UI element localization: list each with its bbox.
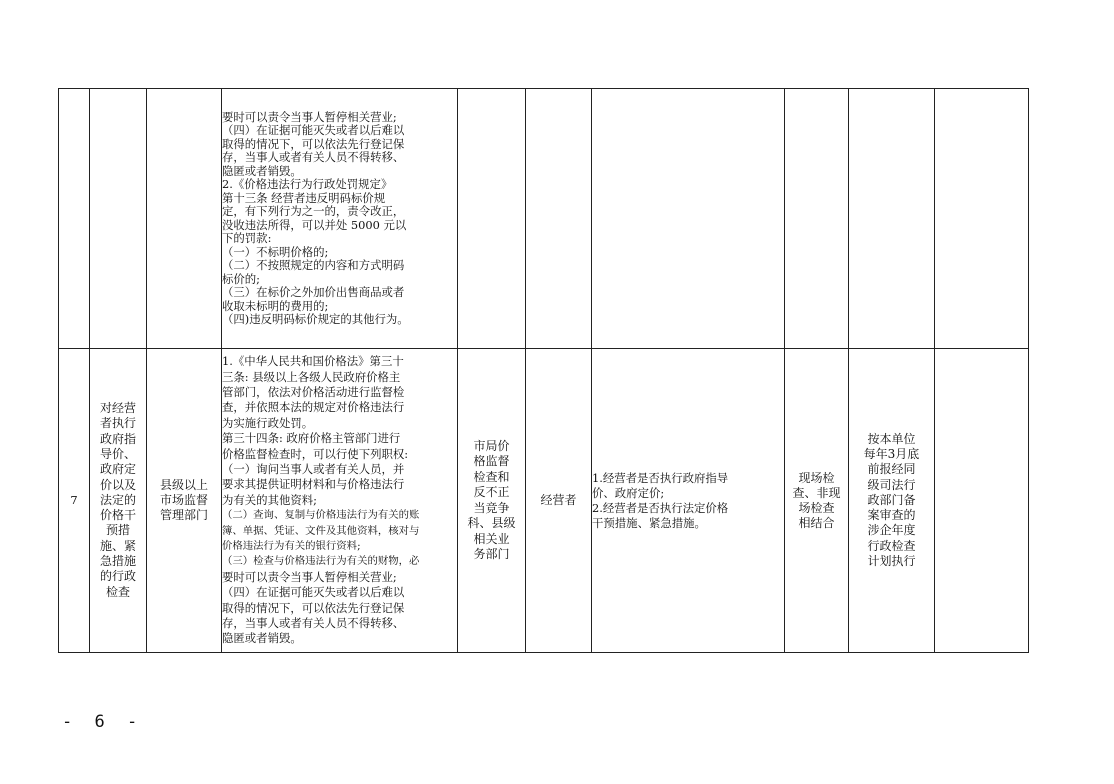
basis-line: 存，当事人或者有关人员不得转移、 bbox=[222, 150, 405, 164]
basis-line: 定，有下列行为之一的，责令改正， bbox=[222, 204, 405, 218]
basis-line: （三）检查与价格违法行为有关的财物，必 bbox=[222, 555, 420, 568]
basis-line: （四）在证据可能灭失或者以后难以 bbox=[222, 585, 405, 600]
method-cell bbox=[785, 89, 849, 349]
basis-line: （一）询问当事人或者有关人员，并 bbox=[222, 461, 405, 476]
basis-line: 要时可以责令当事人暂停相关营业; bbox=[222, 109, 397, 124]
item-cell: 对经营 者执行 政府指 导价、 政府定 价以及 法定的 价格干 预措 施、紧 急措施 的行政 检查 bbox=[90, 349, 147, 653]
basis-line: 为实施行政处罚。 bbox=[222, 415, 314, 430]
page-number: - 6 - bbox=[62, 712, 144, 732]
number-cell: 7 bbox=[59, 349, 90, 653]
object-cell bbox=[526, 89, 592, 349]
basis-line: 第十三条 经营者违反明码标价规 bbox=[222, 190, 386, 205]
subject-cell bbox=[147, 89, 222, 349]
basis-line: 查，并依照本法的规定对价格违法行 bbox=[222, 400, 405, 415]
check-items-cell bbox=[592, 89, 785, 349]
basis-line: 2.《价格违法行为行政处罚规定》 bbox=[222, 177, 393, 191]
remark-cell bbox=[935, 89, 1029, 349]
basis-line: 为有关的其他资料; bbox=[222, 492, 317, 507]
basis-line: 没收违法所得，可以并处 5000 元以 bbox=[222, 217, 407, 232]
coop-dept-cell: 市局价 格监督 检查和 反不正 当竞争 科、县级 相关业 务部门 bbox=[458, 349, 526, 653]
basis-line: （四）在证据可能灭失或者以后难以 bbox=[222, 123, 405, 137]
basis-line: 隐匿或者销毁。 bbox=[222, 631, 302, 646]
basis-line: （四)违反明码标价规定的其他行为。 bbox=[222, 312, 409, 326]
basis-line: 下的罚款: bbox=[222, 231, 272, 245]
table-row-7 bbox=[59, 349, 1029, 653]
basis-line: 价格违法行为有关的银行资料; bbox=[222, 540, 361, 553]
basis-line: 存，当事人或者有关人员不得转移、 bbox=[222, 616, 405, 631]
basis-line: 管部门，依法对价格活动进行监督检 bbox=[222, 384, 405, 399]
number-cell bbox=[59, 89, 90, 349]
basis-line: 第三十四条: 政府价格主管部门进行 bbox=[222, 431, 401, 446]
basis-line: 要求其提供证明材料和与价格违法行 bbox=[222, 477, 405, 492]
basis-line: 要时可以责令当事人暂停相关营业; bbox=[222, 569, 397, 584]
basis-line: （三）在标价之外加价出售商品或者 bbox=[222, 285, 405, 299]
basis-line: 收取未标明的费用的; bbox=[222, 298, 329, 313]
object-cell: 经营者 bbox=[526, 349, 592, 653]
method-cell: 现场检 查、非现 场检查 相结合 bbox=[785, 349, 849, 653]
basis-line: 取得的情况下，可以依法先行登记保 bbox=[222, 136, 405, 151]
basis-line: 价格监督检查时，可以行使下列职权: bbox=[222, 446, 409, 461]
basis-line: 取得的情况下，可以依法先行登记保 bbox=[222, 600, 405, 615]
basis-line: 簿、单据、凭证、文件及其他资料，核对与 bbox=[222, 524, 420, 537]
basis-line: （二）不按照规定的内容和方式明码 bbox=[222, 258, 405, 272]
check-items-cell: 1.经营者是否执行政府指导 价、政府定价; 2.经营者是否执行法定价格 干预措施、紧急措施。 bbox=[592, 349, 785, 653]
legal-basis-cell bbox=[222, 349, 458, 653]
table-row-continuation bbox=[59, 89, 1029, 349]
remark-cell bbox=[935, 349, 1029, 653]
basis-line: 标价的; bbox=[222, 271, 261, 286]
basis-line: 1.《中华人民共和国价格法》第三十 bbox=[222, 354, 404, 369]
basis-line: 隐匿或者销毁。 bbox=[222, 163, 302, 178]
inspection-table bbox=[58, 88, 1029, 653]
item-cell bbox=[90, 89, 147, 349]
basis-line: （二）查询、复制与价格违法行为有关的账 bbox=[222, 509, 420, 522]
frequency-cell: 按本单位 每年3月底 前报经同 级司法行 政部门备 案审查的 涉企年度 行政检查 计划执行 bbox=[849, 349, 935, 653]
subject-cell: 县级以上 市场监督 管理部门 bbox=[147, 349, 222, 653]
coop-dept-cell bbox=[458, 89, 526, 349]
frequency-cell bbox=[849, 89, 935, 349]
basis-line: （一）不标明价格的; bbox=[222, 244, 329, 259]
legal-basis-cell bbox=[222, 89, 458, 349]
basis-line: 三条: 县级以上各级人民政府价格主 bbox=[222, 369, 401, 384]
